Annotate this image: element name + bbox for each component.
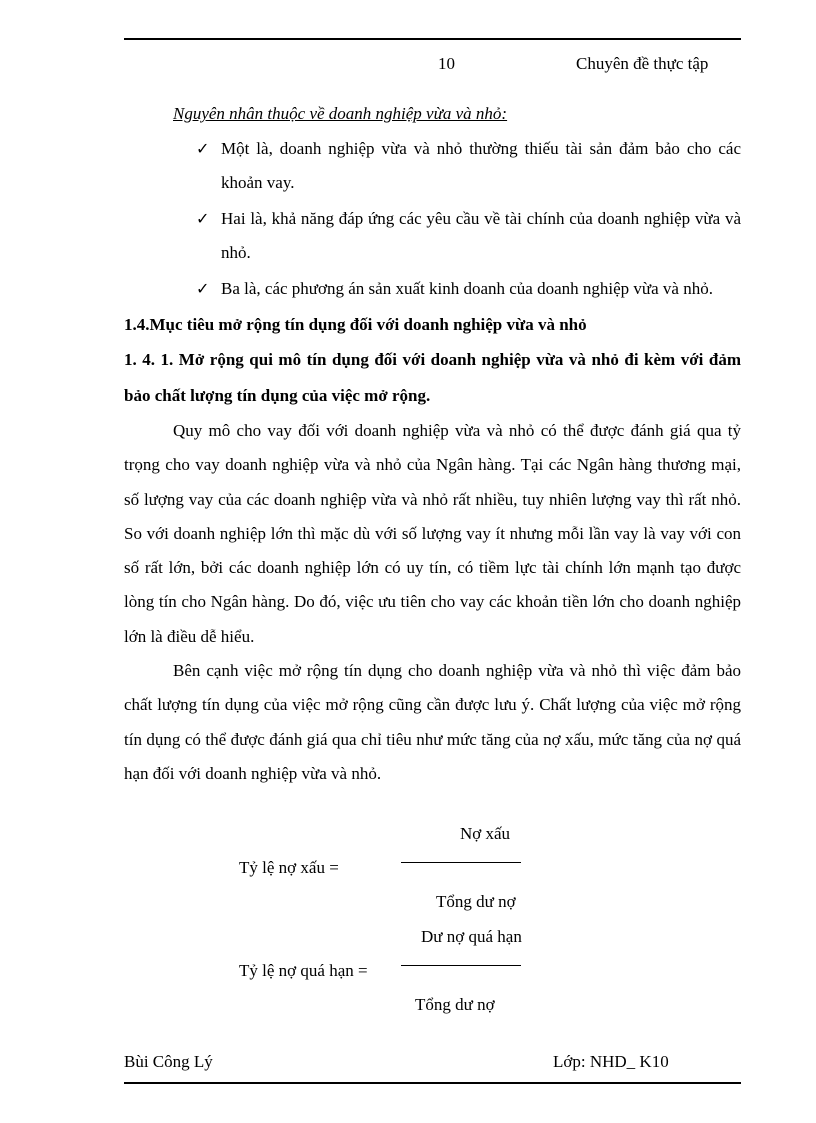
- formula-denominator: Tổng dư nợ: [436, 892, 516, 911]
- section-heading: 1.4.Mục tiêu mở rộng tín dụng đối với doanh nghiệp vừa và nhỏ: [124, 315, 587, 334]
- page-body: [124, 96, 741, 791]
- body-paragraph: Bên cạnh việc mở rộng tín dụng cho doanh nghiệp vừa và nhỏ thì việc đảm bảo chất lượng tín dụng của việc mở rộng cũng cần được lưu ý. Chất lượng của việc mở rộng tín dụng có thể được đánh giá qua chỉ tiêu như mức tăng của nợ xấu, mức tăng của nợ quá hạn đối với doanh nghiệp vừa và nhỏ.: [124, 661, 741, 783]
- formula-label: Tỷ lệ nợ xấu =: [239, 858, 339, 877]
- bullet-text: Một là, doanh nghiệp vừa và nhỏ thường thiếu tài sản đảm bảo cho các khoản vay.: [221, 139, 741, 192]
- formula-numerator: Dư nợ quá hạn: [421, 927, 522, 946]
- bullet-item: [124, 132, 741, 200]
- fraction-line: [401, 862, 521, 863]
- formula-denominator: Tổng dư nợ: [415, 995, 495, 1014]
- header-rule: [124, 38, 741, 40]
- footer-author: Bùi Công Lý: [124, 1052, 213, 1071]
- footer-class: Lớp: NHD_ K10: [553, 1052, 669, 1071]
- checkmark-icon: ✓: [196, 139, 210, 158]
- formula-numerator: Nợ xấu: [460, 824, 511, 843]
- bullet-item: [124, 272, 741, 306]
- subsection-heading: 1. 4. 1. Mở rộng qui mô tín dụng đối với doanh nghiệp vừa và nhỏ đi kèm với đảm bảo chất lượng tín dụng của việc mở rộng.: [124, 350, 741, 405]
- bullet-text: Ba là, các phương án sản xuất kinh doanh của doanh nghiệp vừa và nhỏ.: [221, 279, 713, 298]
- checkmark-icon: ✓: [196, 279, 210, 298]
- footer-rule: [124, 1082, 741, 1084]
- checkmark-icon: ✓: [196, 209, 210, 228]
- page-number: 10: [438, 54, 455, 73]
- bullet-item: [124, 202, 741, 270]
- header-title: Chuyên đề thực tập: [576, 54, 709, 73]
- subheading: Nguyên nhân thuộc về doanh nghiệp vừa và nhỏ:: [173, 104, 508, 123]
- bullet-text: Hai là, khả năng đáp ứng các yêu cầu về tài chính của doanh nghiệp vừa và nhỏ.: [221, 209, 741, 262]
- body-paragraph: Quy mô cho vay đối với doanh nghiệp vừa và nhỏ có thể được đánh giá qua tỷ trọng cho vay doanh nghiệp vừa và nhỏ của Ngân hàng. Tại các Ngân hàng thương mại, số lượng vay của các doanh nghiệp vừa và nhỏ rất nhiều, tuy nhiên lượng vay thì rất nhỏ. So với doanh nghiệp lớn thì mặc dù với số lượng vay ít nhưng mỗi lần vay là vay với con số rất lớn, bởi các doanh nghiệp lớn có uy tín, có tiềm lực tài chính lớn mạnh tạo được lòng tín cho Ngân hàng. Do đó, việc ưu tiên cho vay các khoản tiền lớn cho doanh nghiệp lớn là điều dễ hiểu.: [124, 421, 741, 646]
- formula-label: Tỷ lệ nợ quá hạn =: [239, 961, 368, 980]
- fraction-line: [401, 965, 521, 966]
